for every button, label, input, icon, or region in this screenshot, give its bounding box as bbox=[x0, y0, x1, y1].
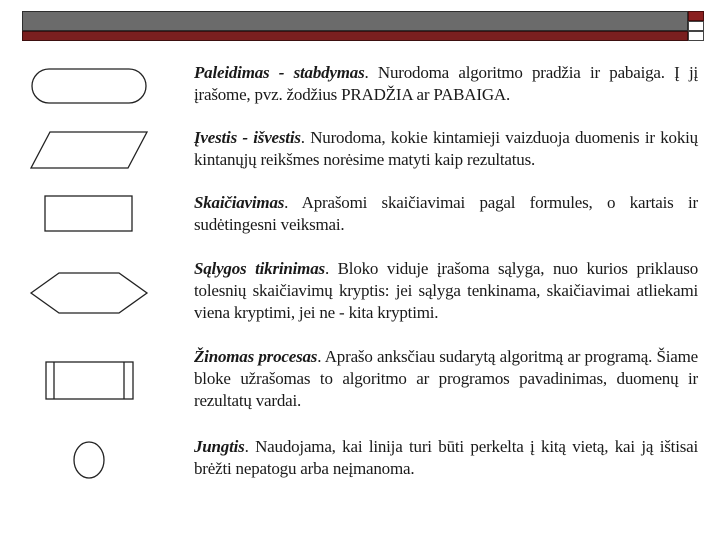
entry-connector bbox=[194, 436, 698, 480]
corner-square-white bbox=[688, 21, 704, 31]
entry-term: Sąlygos tikrinimas bbox=[194, 259, 325, 278]
entry-term: Jungtis bbox=[194, 437, 245, 456]
entry-text: . Bloko viduje įrašoma sąlyga, nuo kurios priklauso tolesnių skaičiavimų kryptis: jei sąlyga tenkinama, skaičiavimai atliekami viena kryptimi, jei ne - kita kryptimi. bbox=[194, 259, 698, 322]
accent-bar bbox=[22, 31, 688, 41]
entry-known-process bbox=[194, 346, 698, 412]
title-bar bbox=[22, 11, 688, 31]
terminator-shape bbox=[31, 68, 147, 104]
parallelogram-shape bbox=[30, 131, 148, 169]
entry-term: Žinomas procesas bbox=[194, 347, 318, 366]
corner-square-red bbox=[688, 11, 704, 21]
entry-text: . Nurodoma algoritmo pradžia ir pabaiga. Į jį įrašome, pvz. žodžius PRADŽIA ar PABAIGA. bbox=[194, 63, 698, 104]
entry-condition bbox=[194, 258, 698, 324]
entry-text: . Aprašomi skaičiavimai pagal formules, o kartais ir sudėtingesni veiksmai. bbox=[194, 193, 698, 234]
entry-term: Įvestis - išvestis bbox=[194, 128, 301, 147]
entry-text: . Nurodoma, kokie kintamieji vaizduoja duomenis ir kokių kintanųjų reikšmes norėsime matyti kaip rezultatus. bbox=[194, 128, 698, 169]
process-rectangle-shape bbox=[44, 195, 134, 233]
entry-term: Paleidimas - stabdymas bbox=[194, 63, 365, 82]
connector-circle-shape bbox=[72, 440, 106, 480]
entry-term: Skaičiavimas bbox=[194, 193, 285, 212]
predefined-process-shape bbox=[45, 361, 135, 401]
entry-calculation bbox=[194, 192, 698, 236]
entry-text: . Naudojama, kai linija turi būti perkelta į kitą vietą, kai ją ištisai brėžti nepatogu arba neįmanoma. bbox=[194, 437, 698, 478]
entry-text: . Aprašo anksčiau sudarytą algoritmą ar programą. Šiame bloke užrašomas to algoritmo ar programos pavadinimas, duomenų ir rezultatų vardai. bbox=[194, 347, 699, 410]
entry-terminator bbox=[194, 62, 698, 106]
corner-square-white bbox=[688, 31, 704, 41]
entry-input-output bbox=[194, 127, 698, 171]
decision-diamond-shape bbox=[29, 271, 149, 315]
